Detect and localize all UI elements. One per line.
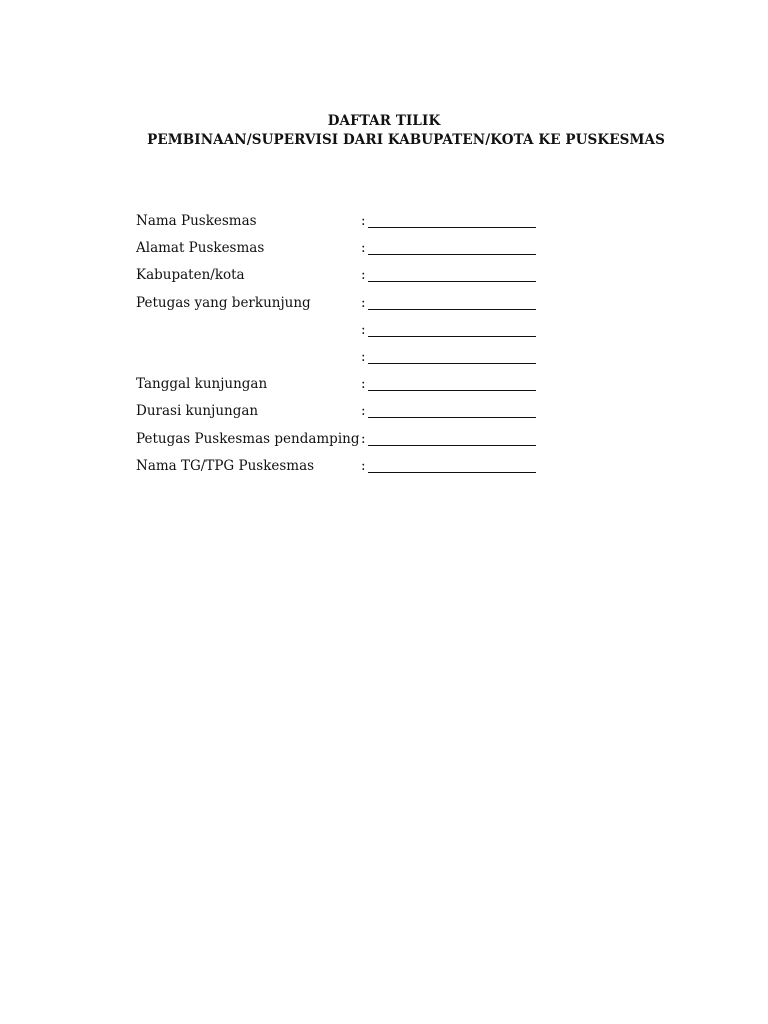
- field-colon: :: [361, 213, 366, 229]
- fill-in-blank[interactable]: [368, 281, 536, 282]
- field-label: Petugas Puskesmas pendamping: [136, 430, 360, 447]
- field-label: Nama Puskesmas: [136, 213, 257, 229]
- field-row-tanggal-kunjungan: [136, 375, 556, 402]
- field-colon: :: [361, 294, 366, 311]
- fill-in-blank[interactable]: [368, 309, 536, 310]
- field-row-alamat-puskesmas: [136, 239, 556, 266]
- fill-in-blank[interactable]: [368, 363, 536, 364]
- field-colon: :: [361, 403, 366, 420]
- field-colon: :: [361, 240, 366, 257]
- field-row-durasi-kunjungan: [136, 402, 556, 429]
- field-label: Tanggal kunjungan: [136, 376, 268, 393]
- page-title: DAFTAR TILIK: [327, 113, 441, 129]
- field-row-nama-puskesmas: [136, 212, 556, 239]
- fill-in-blank[interactable]: [368, 390, 536, 391]
- field-row-nama-tg-tpg: [136, 457, 556, 484]
- field-row-kabupaten-kota: [136, 266, 556, 293]
- field-label: Durasi kunjungan: [136, 403, 259, 420]
- fill-in-blank[interactable]: [368, 227, 536, 228]
- fill-in-blank[interactable]: [368, 417, 536, 418]
- fill-in-blank[interactable]: [368, 336, 536, 337]
- page-subtitle: PEMBINAAN/SUPERVISI DARI KABUPATEN/KOTA KE PUSKESMAS: [147, 132, 665, 148]
- field-label: Petugas yang berkunjung: [136, 294, 311, 311]
- field-colon: :: [361, 267, 366, 284]
- field-colon: :: [361, 457, 366, 474]
- field-label: Kabupaten/kota: [136, 267, 245, 284]
- checklist-form: [136, 212, 556, 484]
- field-row-petugas-pendamping: [136, 430, 556, 457]
- title-block: [0, 112, 768, 150]
- fill-in-blank[interactable]: [368, 445, 536, 446]
- fill-in-blank[interactable]: [368, 472, 536, 473]
- field-label: Nama TG/TPG Puskesmas: [136, 457, 315, 474]
- fill-in-blank[interactable]: [368, 254, 536, 255]
- field-row-petugas-berkunjung-2: [136, 321, 556, 348]
- field-colon: :: [361, 376, 366, 393]
- field-colon: :: [361, 321, 366, 338]
- field-colon: :: [361, 430, 366, 447]
- field-label: Alamat Puskesmas: [136, 240, 265, 257]
- field-row-petugas-berkunjung-3: [136, 348, 556, 375]
- field-colon: :: [361, 348, 366, 365]
- field-row-petugas-berkunjung: [136, 294, 556, 321]
